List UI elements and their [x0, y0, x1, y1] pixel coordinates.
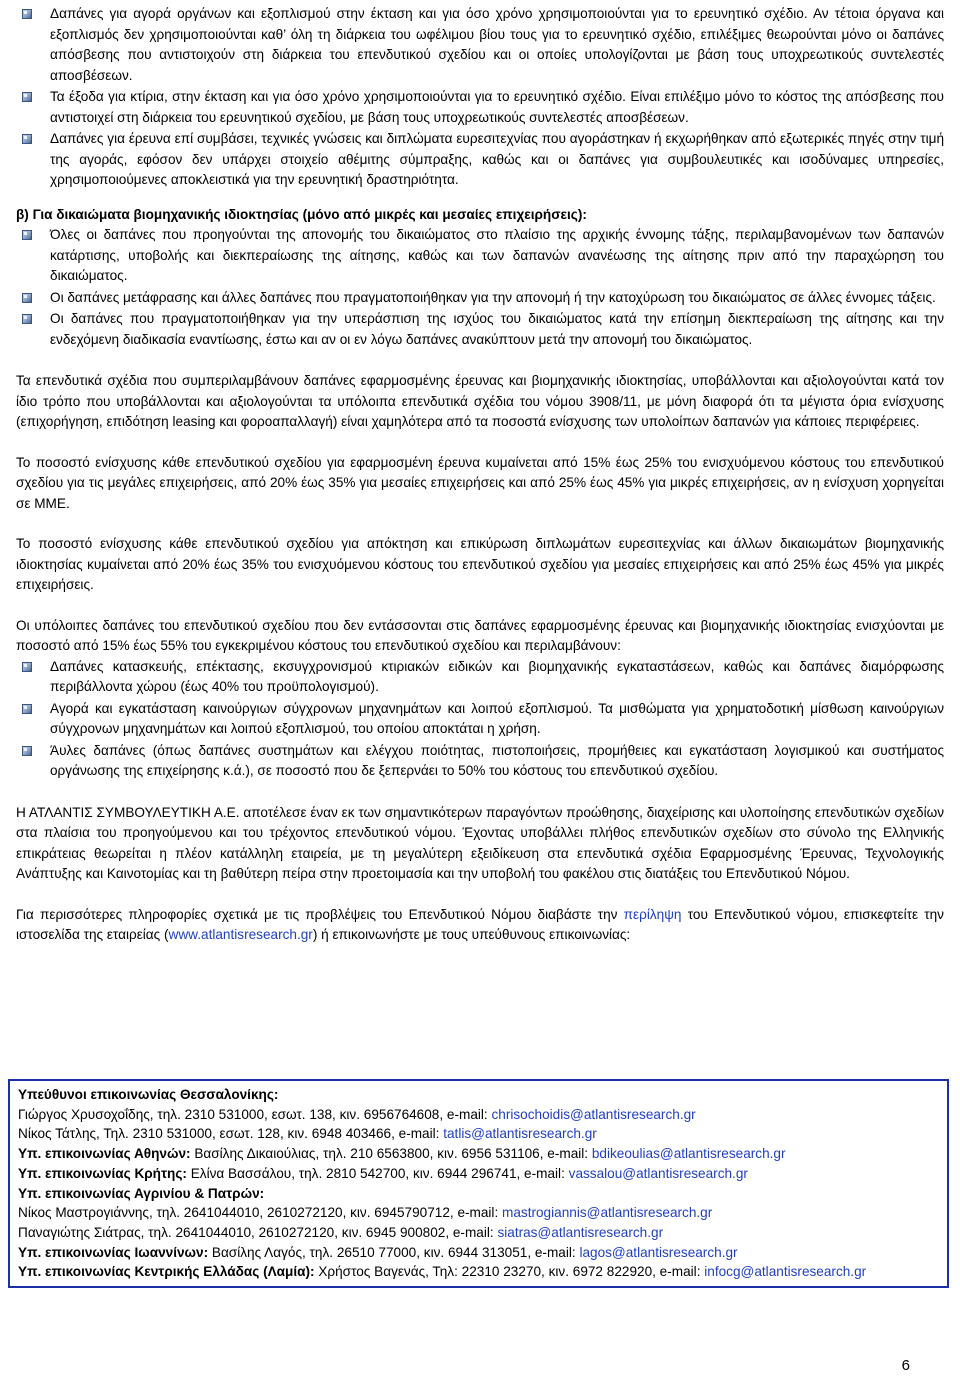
bullet-square-icon: [22, 230, 32, 240]
page-number: 6: [901, 1357, 910, 1374]
contact-label: Υπ. επικοινωνίας Αγρινίου & Πατρών:: [18, 1185, 265, 1201]
paragraph: Το ποσοστό ενίσχυσης κάθε επενδυτικού σχεδίου για απόκτηση και επικύρωση διπλωμάτων ευρεσιτεχνίας και άλλων δικαιωμάτων βιομηχανικής ιδιοκτησίας κυμαίνεται από 20% έως 35% του ενισχυόμενου κόστους του επενδυτικού σχεδίου για μεσαίες επιχειρήσεις και από 25% έως 45% για μικρές επιχειρήσεις.: [16, 536, 944, 592]
bullet-square-icon: [22, 662, 32, 672]
contact-line: [18, 1203, 939, 1223]
email-link[interactable]: siatras@atlantisresearch.gr: [497, 1224, 664, 1240]
bullet-list-top: [16, 4, 944, 191]
contact-text: Βασίλης Λαγός, τηλ. 26510 77000, κιν. 6944 313051, e-mail:: [208, 1244, 580, 1260]
email-link[interactable]: lagos@atlantisresearch.gr: [579, 1244, 738, 1260]
paragraph: Οι υπόλοιπες δαπάνες του επενδυτικού σχεδίου που δεν εντάσσονται στις δαπάνες εφαρμοσμένης έρευνας και βιομηχανικής ιδιοκτησίας ενισχύονται με ποσοστό από 15% έως 55% του εγκεκριμένου κόστους του επενδυτικού σχεδίου και περιλαμβάνουν:: [16, 617, 944, 653]
summary-link[interactable]: περίληψη: [623, 906, 682, 922]
contact-text: Παναγιώτης Σιάτρας, τηλ. 2641044010, 2610272120, κιν. 6945 900802, e-mail:: [18, 1224, 498, 1240]
bullet-square-icon: [22, 9, 32, 19]
paragraph: Τα επενδυτικά σχέδια που συμπεριλαμβάνουν δαπάνες εφαρμοσμένης έρευνας και βιομηχανικής ιδιοκτησίας, υποβάλλονται και αξιολογούνται κατά τον ίδιο τρόπο που υποβάλλονται και αξιολογούνται τα υπόλοιπα επενδυτικά σχέδια του νόμου 3908/11, με μόνη διαφορά ότι τα μέγιστα όρια ενίσχυσης (επιχορήγηση, επιδότηση leasing και φοροαπαλλαγή) είναι χαμηλότερα από τα ποσοστά ενίσχυσης των υπολοίπων δαπανών για κάποιες περιφέρειες.: [16, 373, 944, 429]
contact-line: [18, 1105, 939, 1125]
email-link[interactable]: vassalou@atlantisresearch.gr: [568, 1165, 748, 1181]
bullet-square-icon: [22, 134, 32, 144]
list-item: Οι δαπάνες μετάφρασης και άλλες δαπάνες που πραγματοποιήθηκαν για την απονομή ή την κατοχύρωση του δικαιώματος σε άλλες έννομες τάξεις.: [16, 288, 944, 309]
contact-line: [18, 1085, 939, 1105]
bullet-square-icon: [22, 746, 32, 756]
paragraph: Το ποσοστό ενίσχυσης κάθε επενδυτικού σχεδίου για εφαρμοσμένη έρευνα κυμαίνεται από 15% έως 25% του ενισχυόμενου κόστους του επενδυτικού σχεδίου για τις μεγάλες επιχειρήσεις, από 20% έως 35% για μεσαίες επιχειρήσεις και από 25% έως 45% για μικρές επιχειρήσεις, αν η ενίσχυση χορηγείται σε ΜΜΕ.: [16, 454, 944, 511]
list-item: Άυλες δαπάνες (όπως δαπάνες συστημάτων και ελέγχου ποιότητας, πιστοποιήσεις, προμήθειες και εγκατάσταση λογισμικού και συστήματος οργάνωσης της επιχείρησης κ.ά.), σε ποσοστό που δε ξεπερνάει το 50% του κόστους του επενδυτικού σχεδίου.: [16, 741, 944, 782]
bullet-list-b: [16, 225, 944, 350]
bullet-square-icon: [22, 293, 32, 303]
page-content: [16, 4, 944, 946]
contact-text: Νίκος Τάτλης, Τηλ. 2310 531000, εσωτ. 128, κιν. 6948 403466, e-mail:: [18, 1126, 444, 1142]
contact-line: [18, 1124, 939, 1144]
website-link[interactable]: www.atlantisresearch.gr: [168, 927, 313, 942]
email-link[interactable]: bdikeoulias@atlantisresearch.gr: [591, 1146, 786, 1162]
contact-text: Γιώργος Χρυσοχοΐδης, τηλ. 2310 531000, εσωτ. 138, κιν. 6956764608, e-mail:: [18, 1106, 492, 1122]
paragraph-company: Η ΑΤΛΑΝΤΙΣ ΣΥΜΒΟΥΛΕΥΤΙΚΗ Α.Ε. αποτέλεσε έναν εκ των σημαντικότερων παραγόντων προώθησης, διαχείρισης και υλοποίησης επενδυτικών σχεδίων στα πλαίσια του προηγούμενου και του τρέχοντος επενδυτικού νόμου. Έχοντας υποβάλλει πλήθος επενδυτικών σχεδίων στο σύνολο της Ελληνικής επικράτειας θεωρείται η πλέον κατάλληλη εταιρεία, με τη μεγαλύτερη εξειδίκευση στα επενδυτικά σχέδια Εφαρμοσμένης Έρευνας, Τεχνολογικής Ανάπτυξης και Καινοτομίας και τη βαθύτερη πείρα στην προετοιμασία και την υποβολή του φακέλου στις διατάξεις του Επενδυτικού Νόμου.: [16, 804, 944, 881]
contact-label: Υπ. επικοινωνίας Ιωαννίνων:: [18, 1244, 209, 1260]
contact-line: [18, 1164, 939, 1184]
list-item: Όλες οι δαπάνες που προηγούνται της απονομής του δικαιώματος στο πλαίσιο της αρχικής έννομης τάξης, περιλαμβανομένων των δαπανών κατάρτισης, υποβολής και διεκπεραίωσης της αίτησης, καθώς και των δαπανών ανανέωσης της αίτησης πριν από την παραχώρηση του δικαιώματος.: [16, 225, 944, 287]
contact-text: Ελίνα Βασσάλου, τηλ. 2810 542700, κιν. 6944 296741, e-mail:: [186, 1165, 569, 1181]
email-link[interactable]: tatlis@atlantisresearch.gr: [443, 1126, 597, 1142]
bullet-square-icon: [22, 704, 32, 714]
email-link[interactable]: infocg@atlantisresearch.gr: [704, 1264, 867, 1280]
email-link[interactable]: chrisochoidis@atlantisresearch.gr: [491, 1106, 696, 1122]
list-item: Τα έξοδα για κτίρια, στην έκταση και για όσο χρόνο χρησιμοποιούνται για το ερευνητικό σχέδιο. Είναι επιλέξιμο μόνο το κόστος της απόσβεσης που αντιστοιχεί στη διάρκεια του ερευνητικού σχεδίου, με βάση τους υποχρεωτικούς συντελεστές αποσβέσεων.: [16, 87, 944, 128]
list-item: Δαπάνες για έρευνα επί συμβάσει, τεχνικές γνώσεις και διπλώματα ευρεσιτεχνίας που αγοράστηκαν ή εκχωρήθηκαν από εξωτερικές πηγές στην τιμή της αγοράς, εφόσον δεν υπάρχει στοιχείο αθέμιτης σύμπραξης, καθώς και οι δαπάνες για συμβουλευτικές και ισοδύναμες υπηρεσίες, χρησιμοποιούμενες αποκλειστικά για την ερευνητική δραστηριότητα.: [16, 129, 944, 191]
contacts-list: [18, 1085, 939, 1282]
contact-text: Νίκος Μαστρογιάννης, τηλ. 2641044010, 2610272120, κιν. 6945790712, e-mail:: [18, 1205, 503, 1221]
list-item: Δαπάνες για αγορά οργάνων και εξοπλισμού στην έκταση και για όσο χρόνο χρησιμοποιούνται για το ερευνητικό σχέδιο. Αν τέτοια όργανα και εξοπλισμός δεν χρησιμοποιούνται καθ’ όλη τη διάρκεια του ωφέλιμου βίου τους για το ερευνητικό σχέδιο, επιλέξιμες θεωρούνται μόνο οι δαπάνες απόσβεσης που αντιστοιχούν στη διάρκεια του επενδυτικού σχεδίου και οι οποίες υπολογίζονται με βάση τους υποχρεωτικούς συντελεστές αποσβέσεων.: [16, 4, 944, 86]
contact-label: Υπ. επικοινωνίας Κρήτης:: [18, 1165, 187, 1181]
bullet-square-icon: [22, 314, 32, 324]
contacts-box: [8, 1079, 949, 1288]
bullet-list-rest: [16, 657, 944, 782]
contact-line: [18, 1243, 939, 1263]
contact-label: Υπ. επικοινωνίας Αθηνών:: [18, 1146, 191, 1162]
contact-line: [18, 1144, 939, 1164]
contact-text: Χρήστος Βαγενάς, Τηλ: 22310 23270, κιν. 6972 822920, e-mail:: [314, 1264, 705, 1280]
list-item: Αγορά και εγκατάσταση καινούργιων σύγχρονων μηχανημάτων και λοιπού εξοπλισμού. Τα μισθώματα για χρηματοδοτική μίσθωση καινούργιων σύγχρονων μηχανημάτων και λοιπού εξοπλισμού, του οποίου αποκτάται η χρήση.: [16, 699, 944, 740]
contact-line: [18, 1262, 939, 1282]
contact-label: Υπ. επικοινωνίας Κεντρικής Ελλάδας (Λαμία):: [18, 1264, 315, 1280]
bullet-square-icon: [22, 92, 32, 102]
contact-line: [18, 1223, 939, 1243]
contact-text: Βασίλης Δικαιούλιας, τηλ. 210 6563800, κιν. 6956 531106, e-mail:: [190, 1146, 592, 1162]
contact-label: Υπεύθυνοι επικοινωνίας Θεσσαλονίκης:: [18, 1087, 279, 1102]
contact-line: [18, 1184, 939, 1204]
section-heading: β) Για δικαιώματα βιομηχανικής ιδιοκτησίας (μόνο από μικρές και μεσαίες επιχειρήσεις):: [16, 206, 587, 222]
email-link[interactable]: mastrogiannis@atlantisresearch.gr: [502, 1205, 713, 1221]
list-item: Δαπάνες κατασκευής, επέκτασης, εκσυγχρονισμού κτιριακών ειδικών και βιομηχανικής εγκαταστάσεων, καθώς και δαπάνες διαμόρφωσης περιβάλλοντα χώρου (έως 40% του προϋπολογισμού).: [16, 657, 944, 698]
list-item: Οι δαπάνες που πραγματοποιήθηκαν για την υπεράσπιση της ισχύος του δικαιώματος κατά την επίσημη διεκπεραίωση της αίτησης και την ενδεχόμενη διαδικασία εναντίωσης, έστω και αν οι εν λόγω δαπάνες ανακύπτουν μετά την απονομή του δικαιώματος.: [16, 309, 944, 350]
paragraph-more-info: Για περισσότερες πληροφορίες σχετικά με τις προβλέψεις του Επενδυτικού Νόμου διαβάστε την περίληψη του Επενδυτικού νόμου, επισκεφτείτε την ιστοσελίδα της εταιρείας (www.atlantisresearch.gr) ή επικοινωνήστε με τους υπεύθυνους επικοινωνίας:: [16, 906, 944, 942]
